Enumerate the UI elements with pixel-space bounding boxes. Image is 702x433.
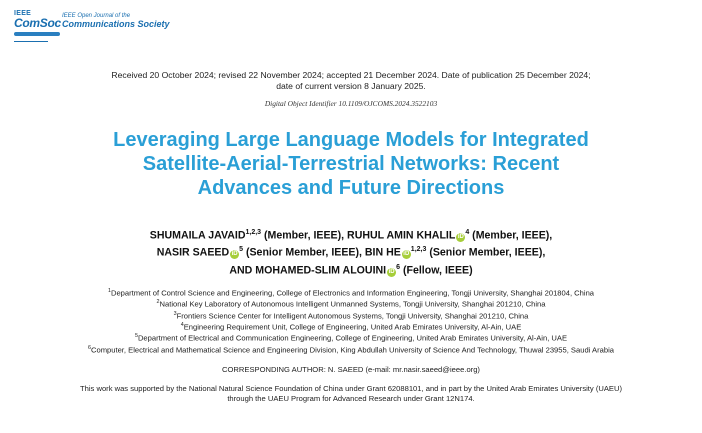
logo-swoosh (14, 32, 60, 36)
affiliation-item (0, 298, 702, 309)
affiliation-text: Computer, Electrical and Mathematical Science and Engineering Division, King Abdullah University of Science And Technology, Thuwal 23955, Saudi Arabia (90, 345, 614, 355)
funding-line: through the UAEU Program for Advanced Research under Grant 12N174. (227, 394, 475, 403)
affiliation-num: 5 (134, 333, 138, 340)
title-line: Satellite-Aerial-Terrestrial Networks: Recent (142, 153, 560, 175)
title-line: Advances and Future Directions (197, 177, 505, 199)
publication-dates-line1: Received 20 October 2024; revised 22 November 2024; accepted 21 December 2024. Date of publication 25 December 2024; (111, 70, 591, 80)
author-affil-sup: 4 (465, 229, 470, 236)
journal-name-block (62, 13, 170, 29)
author-membership: (Member, IEEE), (469, 229, 553, 242)
author-line (0, 243, 702, 260)
affiliation-item (0, 310, 702, 321)
funding-statement (0, 384, 702, 404)
journal-title: Communications Society (62, 19, 170, 29)
affiliation-text: Frontiers Science Center for Intelligent Autonomous Systems, Tongji University, Shanghai 201210, China (176, 311, 529, 321)
orcid-icon[interactable]: iD (388, 268, 395, 275)
affiliation-num: 2 (156, 299, 160, 306)
author-affil-sup: 6 (396, 264, 401, 271)
affiliation-num: 1 (107, 288, 111, 294)
affiliation-num: 3 (173, 310, 177, 317)
doi: Digital Object Identifier 10.1109/OJCOMS.2024.3522103 (264, 99, 438, 108)
logo-ieee-text: IEEE (14, 10, 32, 17)
affiliation-num: 6 (87, 344, 91, 351)
affiliations (0, 287, 702, 355)
orcid-icon[interactable]: iD (403, 250, 410, 257)
corresponding-author: CORRESPONDING AUTHOR: N. SAEED (e-mail: mr.nasir.saeed@ieee.org) (222, 365, 480, 374)
logo-comsoc-text: ComSoc (14, 16, 61, 30)
affiliation-text: Department of Control Science and Engineering, College of Electronics and Information Engineering, Tongji University, Shanghai 201804, China (110, 288, 595, 298)
journal-subtitle: IEEE Open Journal of the (62, 13, 131, 19)
affiliation-item (0, 321, 702, 332)
author-membership: (Fellow, IEEE) (400, 264, 473, 277)
author-affil-sup: 1,2,3 (410, 246, 427, 253)
author-affil-sup: 5 (239, 246, 244, 253)
affiliation-num: 4 (180, 321, 184, 328)
title-line: Leveraging Large Language Models for Integrated (113, 129, 589, 151)
orcid-icon[interactable]: iD (231, 250, 238, 257)
affiliation-text: Engineering Requirement Unit, College of Engineering, United Arab Emirates University, Al-Ain, UAE (183, 322, 522, 332)
publication-dates-line2: date of current version 8 January 2025. (276, 81, 426, 91)
affiliation-item (0, 287, 702, 298)
affiliation-text: National Key Laboratory of Autonomous Intelligent Unmanned Systems, Tongji University, Shanghai 201210, China (159, 299, 546, 309)
affiliation-item (0, 344, 702, 355)
author-affil-sup: 1,2,3 (245, 229, 262, 236)
author-membership: (Senior Member, IEEE), (426, 246, 546, 259)
paper-title (20, 128, 682, 200)
funding-line: This work was supported by the National Natural Science Foundation of China under Grant 62088101, and in part by the United Arab Emirates University (UAEU) (80, 384, 622, 393)
header-divider (14, 41, 48, 42)
author-name: AND MOHAMED-SLIM ALOUINI (229, 264, 387, 277)
comsoc-logo (14, 10, 60, 38)
affiliation-item (0, 332, 702, 343)
affiliation-text: Department of Electrical and Communication Engineering, College of Engineering, United Arab Emirates University, Al-Ain, UAE (137, 333, 568, 343)
author-membership: (Senior Member, IEEE), (243, 246, 362, 259)
author-name: RUHUL AMIN KHALIL (347, 229, 456, 242)
author-membership: (Member, IEEE), (261, 229, 345, 242)
orcid-icon[interactable]: iD (457, 233, 464, 240)
author-line (0, 226, 702, 243)
author-name: BIN HE (364, 246, 401, 259)
author-name: SHUMAILA JAVAID (149, 229, 246, 242)
author-line (0, 261, 702, 278)
author-name: NASIR SAEED (156, 246, 230, 259)
